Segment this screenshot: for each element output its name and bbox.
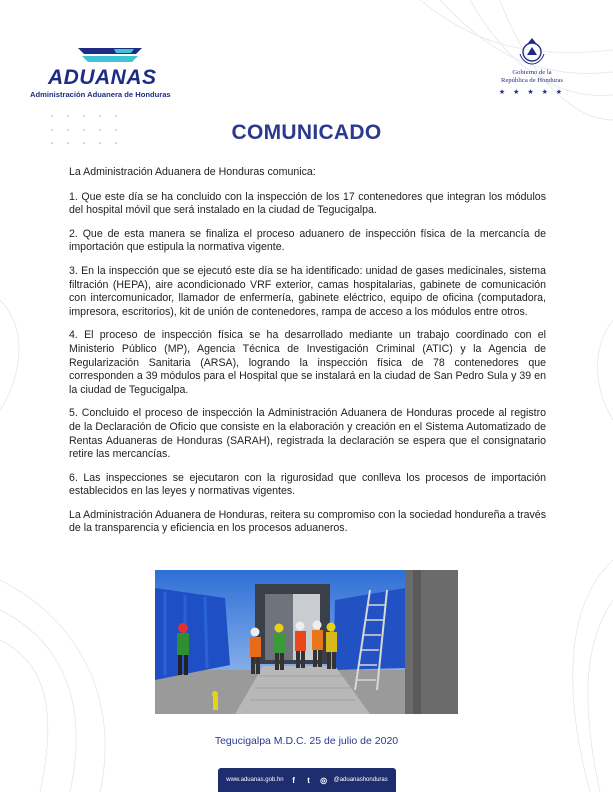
logo-wordmark: ADUANAS xyxy=(48,66,157,89)
gov-line-2: República de Honduras xyxy=(501,77,563,84)
social-handle[interactable]: @aduanashonduras xyxy=(333,777,388,783)
instagram-icon[interactable]: ◎ xyxy=(320,775,328,785)
container-inspection-illustration xyxy=(155,570,458,714)
paragraph-6: 6. Las inspecciones se ejecutaron con la rigurosidad que conlleva los procesos de importación establecidos en las leyes y normativas vigentes. xyxy=(69,471,546,498)
logo-subtitle: Administración Aduanera de Honduras xyxy=(30,90,171,99)
facebook-icon[interactable]: f xyxy=(292,775,295,785)
paragraph-5: 5. Concluido el proceso de inspección la Administración Aduanera de Honduras procede al registro de la Declaración de Oficio que consiste en la elaboración y creación en el Sistema Automatizado de Rentas Aduaneras de Honduras (SARAH), registrada la declaración se espera que el consignatario retire las mercancías. xyxy=(69,407,546,461)
date-line: Tegucigalpa M.D.C. 25 de julio de 2020 xyxy=(214,735,399,747)
gov-stars: ★ ★ ★ ★ ★ xyxy=(498,89,566,96)
closing-paragraph: La Administración Aduanera de Honduras, reitera su compromiso con la sociedad hondureña a través de la transparencia y eficiencia en los procesos aduaneros. xyxy=(69,508,546,535)
paragraph-3: 3. En la inspección que se ejecutó este día se ha identificado: unidad de gases medicinales, sistema filtración (HEPA), aire acondicionado VRF exterior, camas hospitalarias, gabinete de comunicación con intercomunicador, llamador de enfermería, gabinete eléctrico, equipo de oficina (computadora, impresora, escritorios), kit de unión de contenedores, rampa de acceso a los módulos entre otros. xyxy=(69,264,546,318)
paragraph-2: 2. Que de esta manera se finaliza el proceso aduanero de inspección física de la mercancía de importación que estipula la normativa vigente. xyxy=(69,227,546,254)
coat-of-arms-icon xyxy=(517,36,547,66)
intro-paragraph: La Administración Aduanera de Honduras comunica: xyxy=(69,166,316,178)
gov-line-1: Gobierno de la xyxy=(512,69,552,76)
communique-body xyxy=(69,166,546,546)
paragraph-1: 1. Que este día se ha concluido con la inspección de los 17 contenedores que integran los módulos del hospital móvil que será instalado en la ciudad de Tegucigalpa. xyxy=(69,190,546,217)
website-link[interactable]: www.aduanas.gob.hn xyxy=(226,777,284,783)
twitter-icon[interactable]: t xyxy=(307,775,310,785)
logo-ship-icon xyxy=(74,46,146,66)
social-footer xyxy=(218,768,396,792)
government-seal xyxy=(492,36,572,96)
page-title: COMUNICADO xyxy=(231,121,382,144)
inspection-photo xyxy=(155,570,458,714)
paragraph-4: 4. El proceso de inspección física se ha desarrollado mediante un trabajo coordinado con el Ministerio Público (MP), Agencia Técnica de Investigación Criminal (ATIC) y la Agencia de Regularización Sanitaria (ARSA), logrando la inspección física de 78 contenedores que corresponden a 39 módulos para el Hospital que se instalará en la ciudad de San Pedro Sula y 39 en la ciudad de Tegucigalpa. xyxy=(69,329,546,396)
